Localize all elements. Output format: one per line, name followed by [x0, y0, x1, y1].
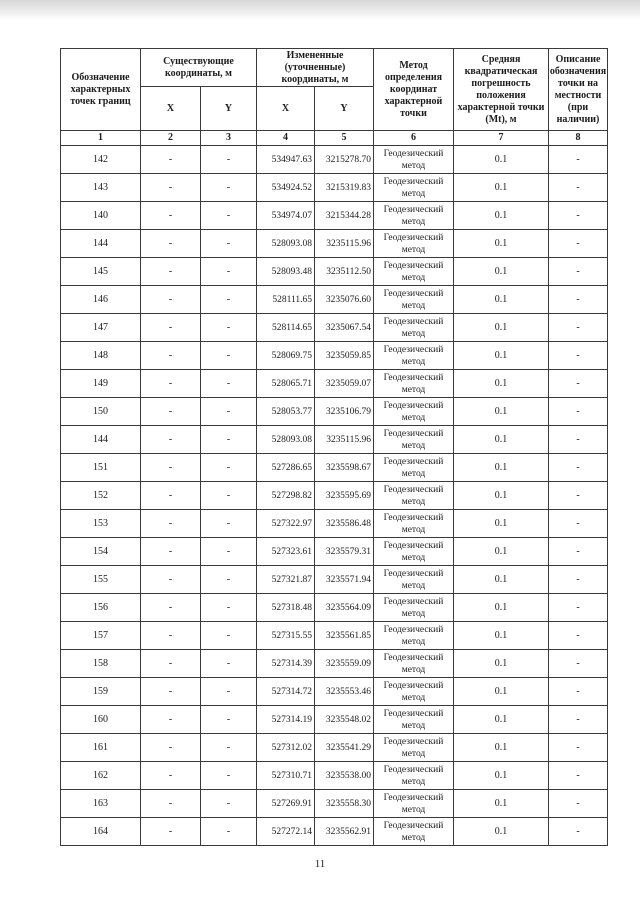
- method-cell: Геодезический метод: [374, 678, 454, 706]
- accuracy-cell: 0.1: [454, 230, 549, 258]
- header-changed-y: Y: [315, 87, 374, 131]
- changed-y-cell: 3235059.07: [315, 370, 374, 398]
- table-row: [61, 594, 608, 622]
- accuracy-cell: 0.1: [454, 258, 549, 286]
- method-cell: Геодезический метод: [374, 734, 454, 762]
- method-cell: Геодезический метод: [374, 314, 454, 342]
- changed-y-cell: 3235595.69: [315, 482, 374, 510]
- existing-y-cell: -: [201, 734, 257, 762]
- point-cell: 147: [61, 314, 141, 342]
- method-cell: Геодезический метод: [374, 762, 454, 790]
- changed-x-cell: 527314.19: [257, 706, 315, 734]
- changed-y-cell: 3235548.02: [315, 706, 374, 734]
- changed-y-cell: 3235553.46: [315, 678, 374, 706]
- changed-x-cell: 534947.63: [257, 146, 315, 174]
- existing-x-cell: -: [141, 398, 201, 426]
- changed-x-cell: 528069.75: [257, 342, 315, 370]
- table-row: [61, 678, 608, 706]
- table-row: [61, 650, 608, 678]
- changed-y-cell: 3235598.67: [315, 454, 374, 482]
- method-cell: Геодезический метод: [374, 706, 454, 734]
- header-changed-x: X: [257, 87, 315, 131]
- changed-y-cell: 3235559.09: [315, 650, 374, 678]
- page-number: 11: [314, 858, 326, 870]
- method-cell: Геодезический метод: [374, 426, 454, 454]
- table-row: [61, 566, 608, 594]
- description-cell: -: [549, 482, 608, 510]
- table-row: [61, 426, 608, 454]
- point-cell: 152: [61, 482, 141, 510]
- table-row: [61, 622, 608, 650]
- point-cell: 159: [61, 678, 141, 706]
- existing-y-cell: -: [201, 510, 257, 538]
- changed-x-cell: 527315.55: [257, 622, 315, 650]
- accuracy-cell: 0.1: [454, 762, 549, 790]
- description-cell: -: [549, 762, 608, 790]
- changed-y-cell: 3235067.54: [315, 314, 374, 342]
- changed-x-cell: 528065.71: [257, 370, 315, 398]
- method-cell: Геодезический метод: [374, 650, 454, 678]
- existing-x-cell: -: [141, 622, 201, 650]
- table-row: [61, 370, 608, 398]
- point-cell: 146: [61, 286, 141, 314]
- changed-y-cell: 3235562.91: [315, 818, 374, 846]
- header-existing-y: Y: [201, 87, 257, 131]
- point-cell: 140: [61, 202, 141, 230]
- changed-y-cell: 3235112.50: [315, 258, 374, 286]
- column-number: 4: [257, 131, 315, 146]
- method-cell: Геодезический метод: [374, 230, 454, 258]
- description-cell: -: [549, 734, 608, 762]
- existing-x-cell: -: [141, 174, 201, 202]
- description-cell: -: [549, 398, 608, 426]
- changed-x-cell: 534924.52: [257, 174, 315, 202]
- table-row: [61, 762, 608, 790]
- column-number-row: [61, 131, 608, 146]
- table-row: [61, 146, 608, 174]
- method-cell: Геодезический метод: [374, 818, 454, 846]
- changed-x-cell: 534974.07: [257, 202, 315, 230]
- description-cell: -: [549, 790, 608, 818]
- existing-x-cell: -: [141, 538, 201, 566]
- accuracy-cell: 0.1: [454, 538, 549, 566]
- method-cell: Геодезический метод: [374, 622, 454, 650]
- existing-y-cell: -: [201, 426, 257, 454]
- changed-x-cell: 527269.91: [257, 790, 315, 818]
- existing-y-cell: -: [201, 342, 257, 370]
- existing-y-cell: -: [201, 650, 257, 678]
- existing-y-cell: -: [201, 818, 257, 846]
- changed-x-cell: 527321.87: [257, 566, 315, 594]
- method-cell: Геодезический метод: [374, 594, 454, 622]
- description-cell: -: [549, 454, 608, 482]
- changed-x-cell: 527314.72: [257, 678, 315, 706]
- changed-x-cell: 527314.39: [257, 650, 315, 678]
- table-row: [61, 202, 608, 230]
- method-cell: Геодезический метод: [374, 538, 454, 566]
- header-description: Описание обозначения точки на местности (при наличии): [549, 49, 608, 131]
- existing-x-cell: -: [141, 482, 201, 510]
- coordinates-table: [60, 48, 608, 846]
- accuracy-cell: 0.1: [454, 174, 549, 202]
- changed-y-cell: 3235115.96: [315, 426, 374, 454]
- accuracy-cell: 0.1: [454, 706, 549, 734]
- accuracy-cell: 0.1: [454, 370, 549, 398]
- description-cell: -: [549, 594, 608, 622]
- changed-y-cell: 3235586.48: [315, 510, 374, 538]
- method-cell: Геодезический метод: [374, 454, 454, 482]
- existing-y-cell: -: [201, 370, 257, 398]
- description-cell: -: [549, 622, 608, 650]
- existing-y-cell: -: [201, 146, 257, 174]
- existing-y-cell: -: [201, 286, 257, 314]
- existing-x-cell: -: [141, 426, 201, 454]
- table-body: [61, 146, 608, 846]
- accuracy-cell: 0.1: [454, 622, 549, 650]
- existing-x-cell: -: [141, 734, 201, 762]
- existing-x-cell: -: [141, 762, 201, 790]
- existing-x-cell: -: [141, 818, 201, 846]
- changed-y-cell: 3215278.70: [315, 146, 374, 174]
- point-cell: 142: [61, 146, 141, 174]
- existing-x-cell: -: [141, 342, 201, 370]
- changed-x-cell: 527272.14: [257, 818, 315, 846]
- changed-x-cell: 527318.48: [257, 594, 315, 622]
- column-number: 5: [315, 131, 374, 146]
- existing-x-cell: -: [141, 650, 201, 678]
- accuracy-cell: 0.1: [454, 146, 549, 174]
- point-cell: 145: [61, 258, 141, 286]
- method-cell: Геодезический метод: [374, 342, 454, 370]
- point-cell: 148: [61, 342, 141, 370]
- existing-y-cell: -: [201, 314, 257, 342]
- point-cell: 153: [61, 510, 141, 538]
- column-number: 3: [201, 131, 257, 146]
- table-row: [61, 342, 608, 370]
- table-row: [61, 818, 608, 846]
- changed-y-cell: 3235564.09: [315, 594, 374, 622]
- changed-y-cell: 3235558.30: [315, 790, 374, 818]
- accuracy-cell: 0.1: [454, 398, 549, 426]
- method-cell: Геодезический метод: [374, 510, 454, 538]
- accuracy-cell: 0.1: [454, 482, 549, 510]
- existing-x-cell: -: [141, 454, 201, 482]
- existing-x-cell: -: [141, 706, 201, 734]
- changed-x-cell: 528053.77: [257, 398, 315, 426]
- changed-x-cell: 528093.08: [257, 426, 315, 454]
- existing-x-cell: -: [141, 286, 201, 314]
- description-cell: -: [549, 566, 608, 594]
- existing-y-cell: -: [201, 230, 257, 258]
- accuracy-cell: 0.1: [454, 678, 549, 706]
- table-row: [61, 398, 608, 426]
- table-row: [61, 538, 608, 566]
- point-cell: 149: [61, 370, 141, 398]
- accuracy-cell: 0.1: [454, 650, 549, 678]
- point-cell: 155: [61, 566, 141, 594]
- existing-x-cell: -: [141, 146, 201, 174]
- point-cell: 161: [61, 734, 141, 762]
- description-cell: -: [549, 706, 608, 734]
- description-cell: -: [549, 426, 608, 454]
- accuracy-cell: 0.1: [454, 454, 549, 482]
- existing-y-cell: -: [201, 706, 257, 734]
- description-cell: -: [549, 342, 608, 370]
- accuracy-cell: 0.1: [454, 790, 549, 818]
- existing-y-cell: -: [201, 454, 257, 482]
- description-cell: -: [549, 510, 608, 538]
- description-cell: -: [549, 146, 608, 174]
- changed-x-cell: 528114.65: [257, 314, 315, 342]
- method-cell: Геодезический метод: [374, 566, 454, 594]
- method-cell: Геодезический метод: [374, 146, 454, 174]
- accuracy-cell: 0.1: [454, 342, 549, 370]
- table-row: [61, 706, 608, 734]
- accuracy-cell: 0.1: [454, 566, 549, 594]
- point-cell: 157: [61, 622, 141, 650]
- scan-shadow: [0, 0, 640, 20]
- point-cell: 143: [61, 174, 141, 202]
- changed-y-cell: 3235571.94: [315, 566, 374, 594]
- existing-y-cell: -: [201, 594, 257, 622]
- changed-y-cell: 3235059.85: [315, 342, 374, 370]
- table-row: [61, 454, 608, 482]
- description-cell: -: [549, 202, 608, 230]
- changed-x-cell: 527310.71: [257, 762, 315, 790]
- point-cell: 163: [61, 790, 141, 818]
- accuracy-cell: 0.1: [454, 426, 549, 454]
- point-cell: 162: [61, 762, 141, 790]
- header-existing-coordinates: Существующие координаты, м: [141, 49, 257, 87]
- description-cell: -: [549, 370, 608, 398]
- changed-y-cell: 3235538.00: [315, 762, 374, 790]
- accuracy-cell: 0.1: [454, 818, 549, 846]
- description-cell: -: [549, 650, 608, 678]
- description-cell: -: [549, 678, 608, 706]
- table-row: [61, 314, 608, 342]
- column-number: 7: [454, 131, 549, 146]
- method-cell: Геодезический метод: [374, 174, 454, 202]
- column-number: 1: [61, 131, 141, 146]
- table-row: [61, 286, 608, 314]
- description-cell: -: [549, 314, 608, 342]
- method-cell: Геодезический метод: [374, 482, 454, 510]
- existing-x-cell: -: [141, 678, 201, 706]
- column-number: 6: [374, 131, 454, 146]
- header-existing-x: X: [141, 87, 201, 131]
- table-row: [61, 230, 608, 258]
- existing-x-cell: -: [141, 566, 201, 594]
- changed-x-cell: 527286.65: [257, 454, 315, 482]
- accuracy-cell: 0.1: [454, 594, 549, 622]
- point-cell: 156: [61, 594, 141, 622]
- accuracy-cell: 0.1: [454, 510, 549, 538]
- description-cell: -: [549, 174, 608, 202]
- existing-y-cell: -: [201, 258, 257, 286]
- existing-x-cell: -: [141, 594, 201, 622]
- description-cell: -: [549, 818, 608, 846]
- description-cell: -: [549, 286, 608, 314]
- header-method: Метод определения координат характерной точки: [374, 49, 454, 131]
- table-row: [61, 734, 608, 762]
- existing-x-cell: -: [141, 230, 201, 258]
- point-cell: 154: [61, 538, 141, 566]
- table-row: [61, 258, 608, 286]
- existing-y-cell: -: [201, 678, 257, 706]
- point-cell: 144: [61, 230, 141, 258]
- table-row: [61, 510, 608, 538]
- changed-x-cell: 527322.97: [257, 510, 315, 538]
- method-cell: Геодезический метод: [374, 790, 454, 818]
- existing-y-cell: -: [201, 790, 257, 818]
- method-cell: Геодезический метод: [374, 286, 454, 314]
- method-cell: Геодезический метод: [374, 370, 454, 398]
- accuracy-cell: 0.1: [454, 734, 549, 762]
- existing-x-cell: -: [141, 258, 201, 286]
- existing-x-cell: -: [141, 202, 201, 230]
- changed-x-cell: 527312.02: [257, 734, 315, 762]
- changed-y-cell: 3235115.96: [315, 230, 374, 258]
- method-cell: Геодезический метод: [374, 202, 454, 230]
- table-row: [61, 482, 608, 510]
- existing-y-cell: -: [201, 174, 257, 202]
- changed-y-cell: 3235541.29: [315, 734, 374, 762]
- method-cell: Геодезический метод: [374, 398, 454, 426]
- existing-y-cell: -: [201, 202, 257, 230]
- changed-x-cell: 528093.08: [257, 230, 315, 258]
- column-number: 2: [141, 131, 201, 146]
- existing-x-cell: -: [141, 314, 201, 342]
- accuracy-cell: 0.1: [454, 286, 549, 314]
- column-number: 8: [549, 131, 608, 146]
- existing-y-cell: -: [201, 482, 257, 510]
- table-row: [61, 790, 608, 818]
- existing-y-cell: -: [201, 566, 257, 594]
- point-cell: 151: [61, 454, 141, 482]
- existing-x-cell: -: [141, 790, 201, 818]
- point-cell: 160: [61, 706, 141, 734]
- accuracy-cell: 0.1: [454, 202, 549, 230]
- changed-y-cell: 3235106.79: [315, 398, 374, 426]
- table-row: [61, 174, 608, 202]
- header-accuracy: Средняя квадратическая погрешность положения характерной точки (Mt), м: [454, 49, 549, 131]
- existing-y-cell: -: [201, 622, 257, 650]
- point-cell: 164: [61, 818, 141, 846]
- changed-x-cell: 527298.82: [257, 482, 315, 510]
- header-designation: Обозначение характерных точек границ: [61, 49, 141, 131]
- changed-x-cell: 528093.48: [257, 258, 315, 286]
- changed-y-cell: 3215344.28: [315, 202, 374, 230]
- point-cell: 144: [61, 426, 141, 454]
- changed-x-cell: 527323.61: [257, 538, 315, 566]
- accuracy-cell: 0.1: [454, 314, 549, 342]
- description-cell: -: [549, 538, 608, 566]
- existing-x-cell: -: [141, 370, 201, 398]
- point-cell: 158: [61, 650, 141, 678]
- existing-y-cell: -: [201, 762, 257, 790]
- existing-x-cell: -: [141, 510, 201, 538]
- description-cell: -: [549, 258, 608, 286]
- changed-y-cell: 3235561.85: [315, 622, 374, 650]
- changed-y-cell: 3235076.60: [315, 286, 374, 314]
- existing-y-cell: -: [201, 398, 257, 426]
- changed-y-cell: 3215319.83: [315, 174, 374, 202]
- changed-x-cell: 528111.65: [257, 286, 315, 314]
- method-cell: Геодезический метод: [374, 258, 454, 286]
- changed-y-cell: 3235579.31: [315, 538, 374, 566]
- header-changed-coordinates: Измененные (уточненные) координаты, м: [257, 49, 374, 87]
- description-cell: -: [549, 230, 608, 258]
- existing-y-cell: -: [201, 538, 257, 566]
- point-cell: 150: [61, 398, 141, 426]
